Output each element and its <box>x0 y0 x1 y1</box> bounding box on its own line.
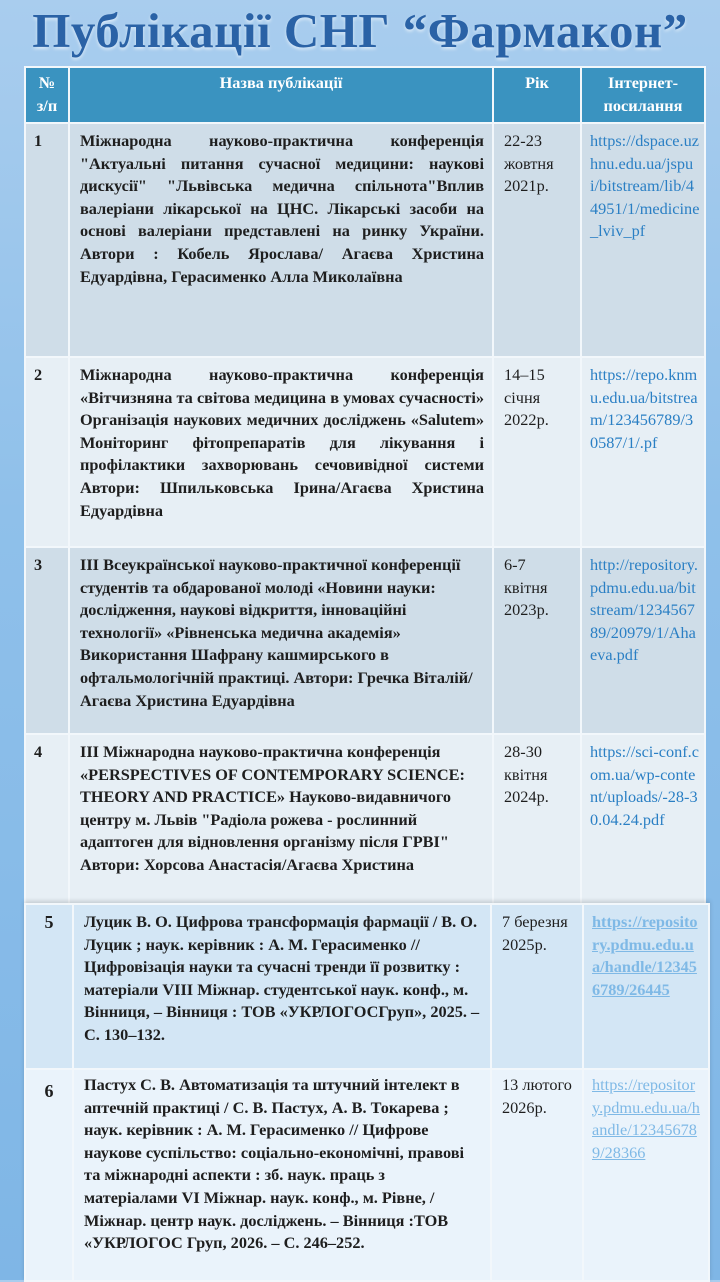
publication-title: Пастух С. В. Автоматизація та штучний інтелект в аптечній практиці / С. В. Пастух, А. В. Токарева ; наук. керівник : А. М. Герасименко // Цифрове наукове суспільство: соціально-економічні, правові та міжнародні аспекти : зб. наук. праць з матеріалами VI Міжнар. наук. конф., м. Рівне, / Міжнар. центр наук. досліджень. – Вінниця :ТОВ «УКРЛОГОС Груп, 2026. – С. 246–252. <box>73 1069 491 1281</box>
publication-link[interactable]: https://repository.pdmu.edu.ua/handle/123456789/26445 <box>583 904 709 1069</box>
header-number: № з/п <box>25 67 69 123</box>
table-row <box>25 1069 709 1281</box>
row-number: 4 <box>25 734 69 907</box>
publication-title: Луцик В. О. Цифрова трансформація фармації / В. О. Луцик ; наук. керівник : А. М. Герасименко // Цифровізація науки та сучасні тренди її розвитку : матеріали VIII Міжнар. студентської наук. конф., м. Вінниця, – Вінниця : ТОВ «УКРЛОГОСГруп», 2025. – С. 130–132. <box>73 904 491 1069</box>
row-number: 3 <box>25 547 69 734</box>
page-title: Публікації СНГ “Фармакон” <box>32 3 688 58</box>
publication-date: 6-7 квітня 2023р. <box>493 547 581 734</box>
publication-title: Міжнародна науково-практична конференція «Вітчизняна та світова медицина в умовах сучасності» Організація наукових медичних досліджень «Salutem» Моніторинг фітопрепаратів для лікування і профілактики захворювань сечовивідної системи Автори: Шпильковська Ірина/Агаєва Христина Едуардівна <box>69 357 493 547</box>
table-row <box>25 904 709 1069</box>
publication-title: ІІІ Міжнародна науково-практична конференція «PERSPECTIVES OF CONTEMPORARY SCIENCE: THEORY AND PRACTICE» Науково-видавничого центру м. Львів "Радіола рожева - рослинний адаптоген для відновлення організму після ГРВІ" Автори: Хорсова Анастасія/Агаєва Христина <box>80 742 465 874</box>
publication-link[interactable]: https://sci-conf.com.ua/wp-content/uploads/-28-30.04.24.pdf <box>581 734 705 907</box>
table-row <box>25 734 705 907</box>
header-link: Інтернет-посилання <box>581 67 705 123</box>
publication-link[interactable]: https://repo.knmu.edu.ua/bitstream/123456789/30587/1/.pf <box>581 357 705 547</box>
row-number: 1 <box>25 123 69 357</box>
row-number: 5 <box>25 904 73 1069</box>
publication-date: 13 лютого 2026р. <box>491 1069 583 1281</box>
publication-link[interactable]: https://dspace.uzhnu.edu.ua/jspui/bitstream/lib/44951/1/medicine_lviv_pf <box>581 123 705 357</box>
header-year: Рік <box>493 67 581 123</box>
table-header-row <box>25 67 705 123</box>
publication-date: 22-23 жовтня 2021р. <box>493 123 581 357</box>
publications-table <box>24 66 706 908</box>
publication-link[interactable]: http://repository.pdmu.edu.ua/bitstream/123456789/20979/1/Ahaeva.pdf <box>581 547 705 734</box>
publication-link[interactable]: https://repository.pdmu.edu.ua/handle/123456789/28366 <box>583 1069 709 1281</box>
row-number: 2 <box>25 357 69 547</box>
publication-date: 7 березня 2025р. <box>491 904 583 1069</box>
table-row <box>25 123 705 357</box>
header-title: Назва публікації <box>69 67 493 123</box>
table-row <box>25 547 705 734</box>
table-row <box>25 357 705 547</box>
row-number: 6 <box>25 1069 73 1281</box>
publication-title: ІІІ Всеукраїнської науково-практичної конференції студентів та обдарованої молоді «Новини науки: дослідження, наукові відкриття, інноваційні технології» «Рівненська медична академія» Використання Шафрану кашмирського в офтальмологічній практиці. Автори: Гречка Віталій/Агаєва Христина Едуардівна <box>69 547 493 734</box>
publication-date: 28-30 квітня 2024р. <box>493 734 581 907</box>
publication-title: Міжнародна науково-практична конференція "Актуальні питання сучасної медицини: наукові дискусії" "Львівська медична спільнота"Вплив валеріани лікарської на ЦНС. Лікарські засоби на основі валеріани представлені на ринку України. Автори : Кобель Ярослава/ Агаєва Христина Едуардівна, Герасименко Алла Миколаївна <box>69 123 493 357</box>
publications-table-continued <box>24 903 710 1282</box>
publication-date: 14–15 січня 2022р. <box>493 357 581 547</box>
